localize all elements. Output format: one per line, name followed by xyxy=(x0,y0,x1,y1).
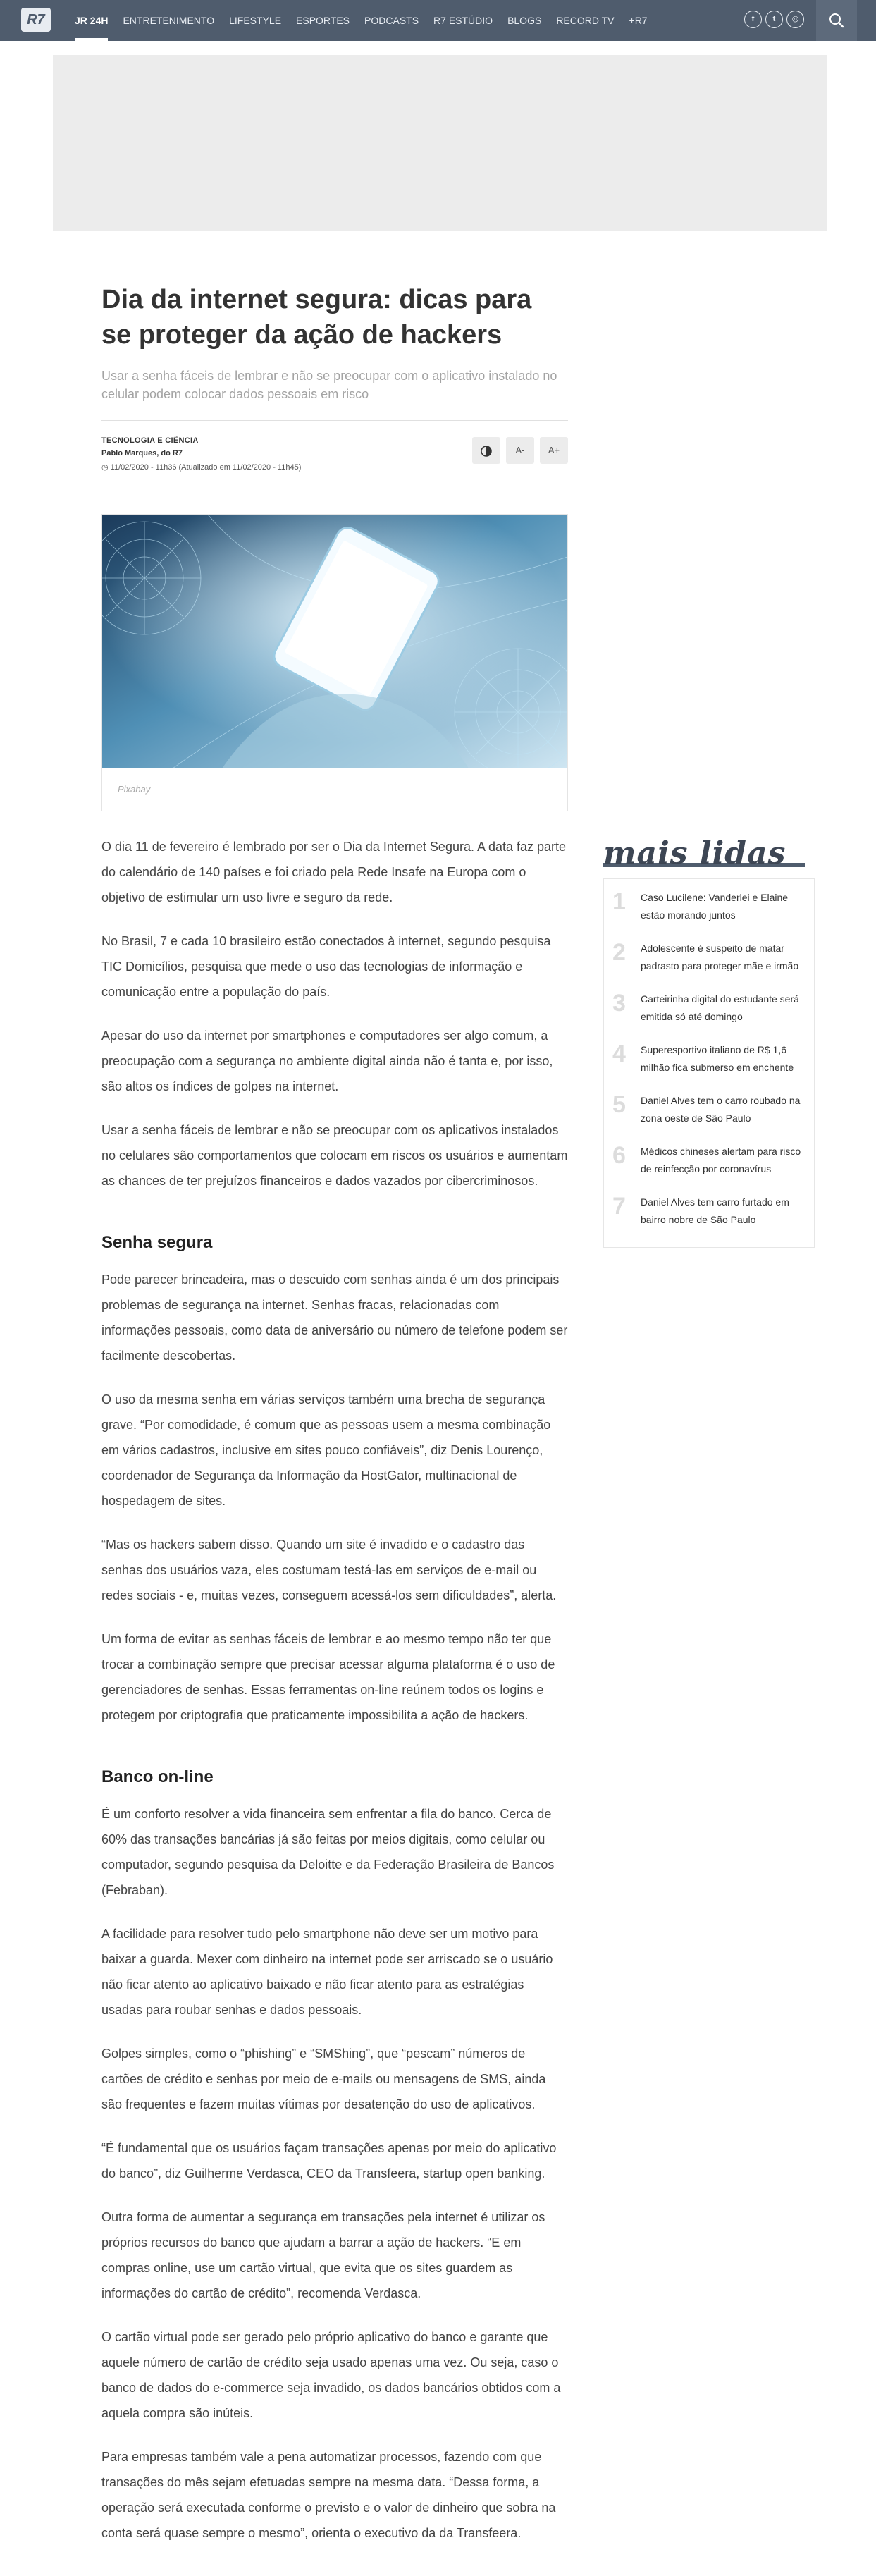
article-paragraph: “É fundamental que os usuários façam transações apenas por meio do aplicativo do banco”, diz Guilherme Verdasca, CEO da Transfeera, startup open banking. xyxy=(101,2141,557,2181)
most-read-list xyxy=(603,878,815,1248)
article-image xyxy=(102,515,567,768)
nav-item-r7-estudio[interactable]: R7 ESTÚDIO xyxy=(433,15,493,26)
article-paragraph: O uso da mesma senha em várias serviços também uma brecha de segurança grave. “Por comodidade, é comum que as pessoas usem a mesma combinação em vários cadastros, inclusive em sites pouco confiáveis”, diz Denis Lourenço, coordenador de Segurança da Informação da HostGator, multinacional de hospedagem de sites. xyxy=(101,1392,551,1508)
font-increase-button[interactable]: A+ xyxy=(540,437,568,464)
search-icon xyxy=(829,13,844,28)
section-heading-banco-online: Banco on-line xyxy=(101,1767,214,1786)
font-decrease-button[interactable]: A- xyxy=(506,437,534,464)
most-read-item[interactable] xyxy=(612,1040,806,1077)
nav-item-esportes[interactable]: ESPORTES xyxy=(296,15,350,26)
most-read-sidebar xyxy=(603,835,815,1248)
social-links xyxy=(744,11,804,28)
most-read-item[interactable] xyxy=(612,888,806,924)
nav-item-podcasts[interactable]: PODCASTS xyxy=(364,15,419,26)
article-subtitle: Usar a senha fáceis de lembrar e não se preocupar com o aplicativo instalado no celular podem colocar dados pessoais em risco xyxy=(101,369,557,401)
most-read-rank: 6 xyxy=(612,1142,626,1169)
article-meta xyxy=(101,421,568,482)
main-nav xyxy=(75,0,662,41)
article-paragraph: O cartão virtual pode ser gerado pelo próprio aplicativo do banco e garante que aquele número de cartão de crédito seja usado apenas uma vez. Ou seja, caso o banco de dados do e-commerce seja invadido, os dados bancários obtidos com a aquela compra são inúteis. xyxy=(101,2330,561,2420)
most-read-header xyxy=(603,835,815,874)
most-read-item[interactable] xyxy=(612,938,806,975)
most-read-link[interactable]: Superesportivo italiano de R$ 1,6 milhão fica submerso em enchente xyxy=(641,1044,794,1073)
article-body xyxy=(101,834,568,2546)
image-caption: Pixabay xyxy=(118,784,151,795)
top-navigation-bar xyxy=(0,0,876,41)
contrast-icon xyxy=(481,446,492,457)
most-read-item[interactable] xyxy=(612,1192,806,1229)
article-title: Dia da internet segura: dicas para se proteger da ação de hackers xyxy=(101,285,532,350)
most-read-link[interactable]: Daniel Alves tem carro furtado em bairro nobre de São Paulo xyxy=(641,1196,789,1225)
most-read-link[interactable]: Adolescente é suspeito de matar padrasto para proteger mãe e irmão xyxy=(641,943,799,971)
facebook-icon[interactable]: f xyxy=(744,11,762,28)
most-read-rank: 1 xyxy=(612,888,626,915)
article-paragraph: É um conforto resolver a vida financeira sem enfrentar a fila do banco. Cerca de 60% das transações bancárias já são feitas por meios digitais, como celular ou computador, segundo pesquisa da Deloitte e da Federação Brasileira de Bancos (Febraban). xyxy=(101,1807,555,1897)
most-read-link[interactable]: Carteirinha digital do estudante será emitida só até domingo xyxy=(641,993,799,1022)
nav-item-blogs[interactable]: BLOGS xyxy=(507,15,542,26)
article-date-text: 11/02/2020 - 11h36 (Atualizado em 11/02/2020 - 11h45) xyxy=(110,463,302,472)
most-read-link[interactable]: Daniel Alves tem o carro roubado na zona oeste de São Paulo xyxy=(641,1095,801,1124)
nav-item-entretenimento[interactable]: ENTRETENIMENTO xyxy=(123,15,215,26)
most-read-title: mais lidas xyxy=(603,835,786,871)
article-paragraph: O dia 11 de fevereiro é lembrado por ser o Dia da Internet Segura. A data faz parte do calendário de 140 países e foi criado pela Rede Insafe na Europa com o objetivo de estimular um uso livre e seguro da rede. xyxy=(101,840,567,904)
article-date xyxy=(101,462,301,472)
article-category[interactable]: TECNOLOGIA E CIÊNCIA xyxy=(101,436,199,445)
most-read-rank: 5 xyxy=(612,1091,626,1118)
most-read-link[interactable]: Médicos chineses alertam para risco de reinfecção por coronavírus xyxy=(641,1146,801,1174)
article-paragraph: Apesar do uso da internet por smartphones e computadores ser algo comum, a preocupação com a segurança no ambiente digital ainda não é tanta e, por isso, são altos os índices de golpes na internet. xyxy=(101,1029,553,1093)
section-heading-senha-segura: Senha segura xyxy=(101,1233,213,1252)
article-paragraph: Para empresas também vale a pena automatizar processos, fazendo com que transações do mês sejam efetuadas sempre na mesma data. “Dessa forma, a operação será executada conforme o previsto e o valor de dinheiro que sobra na conta será quase sempre o mesmo”, orienta o executivo da da Transfeera. xyxy=(101,2450,556,2540)
nav-item-record-tv[interactable]: RECORD TV xyxy=(556,15,615,26)
nav-item-lifestyle[interactable]: LIFESTYLE xyxy=(229,15,282,26)
article-author: Pablo Marques, do R7 xyxy=(101,449,183,458)
article-paragraph: Pode parecer brincadeira, mas o descuido com senhas ainda é um dos principais problemas de segurança na internet. Senhas fracas, relacionadas com informações pessoais, como data de aniversário ou número de telefone podem ser facilmente descobertas. xyxy=(101,1272,568,1363)
clock-icon: ◷ xyxy=(101,463,111,472)
article-paragraph: A facilidade para resolver tudo pelo smartphone não deve ser um motivo para baixar a guarda. Mexer com dinheiro na internet pode ser arriscado se o usuário não ficar atento ao aplicativo baixado e não ficar atento para as estratégias usadas para roubar senhas e dados pessoais. xyxy=(101,1927,553,2017)
most-read-link[interactable]: Caso Lucilene: Vanderlei e Elaine estão morando juntos xyxy=(641,892,789,921)
search-button[interactable] xyxy=(816,0,857,41)
most-read-rank: 3 xyxy=(612,990,626,1017)
most-read-rank: 7 xyxy=(612,1193,626,1220)
article-paragraph: Outra forma de aumentar a segurança em transações pela internet é utilizar os próprios recursos do banco que ajudam a barrar a ação de hackers. “E em compras online, use um cartão virtual, que evita que os sites guardem as informações do cartão de crédito”, recomenda Verdasca. xyxy=(101,2210,545,2300)
article-figure xyxy=(101,514,568,811)
article-paragraph: Um forma de evitar as senhas fáceis de lembrar e ao mesmo tempo não ter que trocar a combinação sempre que precisar acessar alguma plataforma é o uso de gerenciadores de senhas. Essas ferramentas on-line reúnem todos os logins e protegem por criptografia que praticamente impossibilita a ação de hackers. xyxy=(101,1632,555,1722)
most-read-item[interactable] xyxy=(612,1091,806,1127)
article-paragraph: Usar a senha fáceis de lembrar e não se preocupar com os aplicativos instalados no celulares são comportamentos que colocam em riscos os usuários e aumentam as chances de ter prejuízos financeiros e dados vazados por cibercriminosos. xyxy=(101,1123,568,1188)
twitter-icon[interactable]: t xyxy=(765,11,783,28)
article-paragraph: No Brasil, 7 e cada 10 brasileiro estão conectados à internet, segundo pesquisa TIC Domicílios, pesquisa que mede o uso das tecnologias de informação e comunicação entre a população do país. xyxy=(101,934,551,999)
r7-logo[interactable]: R7 xyxy=(21,8,51,32)
article-paragraph: Golpes simples, como o “phishing” e “SMShing”, que “pescam” números de cartões de crédito e senhas por meio de e-mails ou mensagens de SMS, ainda são frequentes e fazem muitas vítimas por desatenção do uso de aplicativos. xyxy=(101,2047,546,2111)
advertisement-banner[interactable] xyxy=(53,55,827,231)
most-read-rank: 4 xyxy=(612,1041,626,1067)
nav-item-jr24h[interactable]: JR 24H xyxy=(75,0,108,41)
instagram-icon[interactable]: ◎ xyxy=(786,11,804,28)
most-read-rank: 2 xyxy=(612,939,626,966)
most-read-item[interactable] xyxy=(612,989,806,1026)
reading-tools xyxy=(472,437,568,464)
most-read-item[interactable] xyxy=(612,1141,806,1178)
contrast-button[interactable] xyxy=(472,437,500,464)
nav-item-more-r7[interactable]: +R7 xyxy=(629,15,648,26)
article-paragraph: “Mas os hackers sabem disso. Quando um site é invadido e o cadastro das senhas dos usuários vaza, eles costumam testá-las em serviços de e-mail ou redes sociais - e, muitas vezes, conseguem acessá-los sem dificuldades”, alerta. xyxy=(101,1538,557,1602)
article xyxy=(101,282,568,2546)
